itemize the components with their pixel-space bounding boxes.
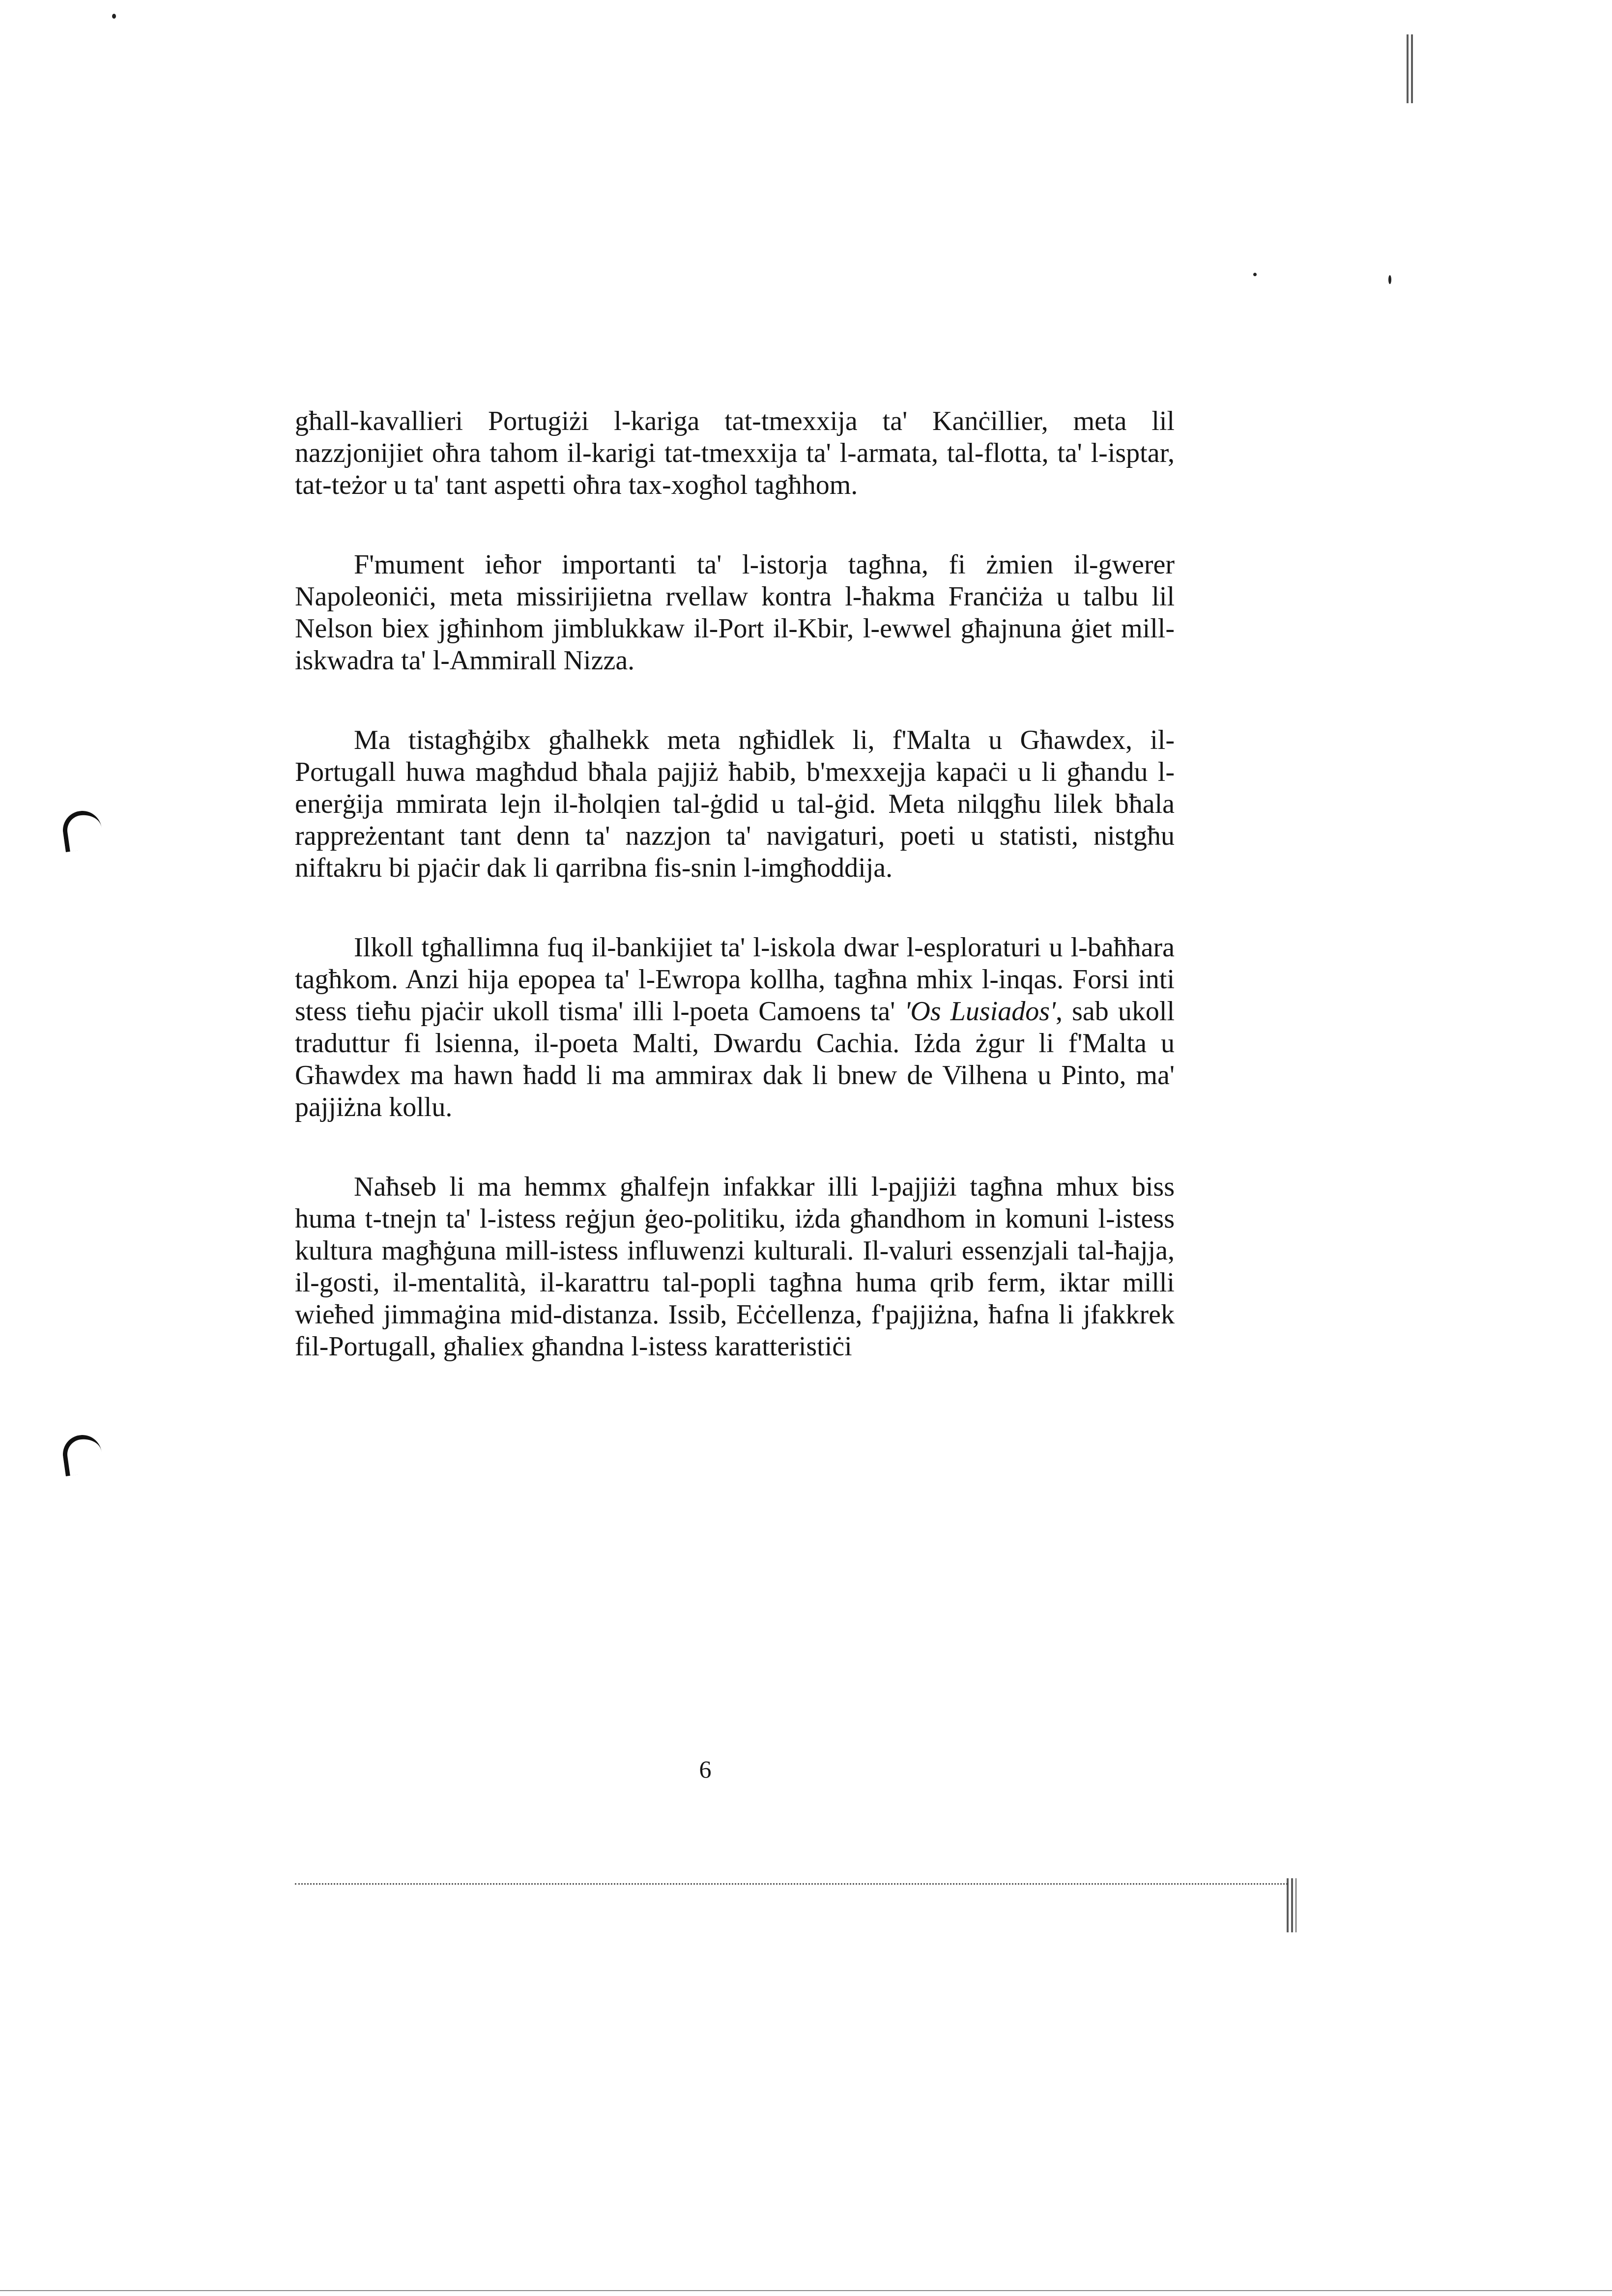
- speck-mark: [1388, 275, 1391, 284]
- page-number: 6: [699, 1755, 712, 1783]
- edge-smudge-bottom-right: [1287, 1878, 1296, 1932]
- binder-hole-mark-upper: [60, 808, 104, 852]
- book-title: 'Os Lusiados': [904, 996, 1056, 1027]
- document-body: [295, 405, 1175, 1410]
- paragraph-4-text-before: Ilkoll tgħallimna fuq il-bankijiet ta' l-iskola dwar l-esploraturi u l-baħħara tagħkom. Anzi hija epopea ta' l-Ewropa kollha, tagħna mhix l-inqas. Forsi inti stess tieħu pjaċir ukoll tisma' illi l-poeta Camoens ta': [295, 932, 1175, 1027]
- paragraph-4-text-after: , sab ukoll traduttur fi lsienna, il-poeta Malti, Dwardu Cachia. Iżda żgur li f'Malta u Għawdex ma hawn ħadd li ma ammirax dak li bnew de Vilhena u Pinto, ma' pajjiżna kollu.: [295, 996, 1175, 1122]
- paragraph-5: Naħseb li ma hemmx għalfejn infakkar illi l-pajjiżi tagħna mhux biss huma t-tnejn ta' l-istess reġjun ġeo-politiku, iżda għandhom in komuni l-istess kultura magħġuna mill-istess influwenzi kulturali. Il-valuri essenzjali tal-ħajja, il-gosti, il-mentalità, il-karattru tal-popli tagħna huma qrib ferm, iktar milli wieħed jimmaġina mid-distanza. Issib, Eċċellenza, f'pajjiżna, ħafna li jfakkrek fil-Portugall, għaliex għandna l-istess karatteristiċi: [295, 1172, 1175, 1362]
- paragraph-4: [295, 932, 1175, 1123]
- paragraph-1: għall-kavallieri Portugiżi l-kariga tat-tmexxija ta' Kanċillier, meta lil nazzjonijiet oħra tahom il-karigi tat-tmexxija ta' l-armata, tal-flotta, ta' l-isptar, tat-teżor u ta' tant aspetti oħra tax-xogħol tagħhom.: [295, 406, 1175, 500]
- speck-mark: [112, 14, 116, 19]
- binder-hole-mark-lower: [60, 1433, 104, 1476]
- paragraph-2: F'mument ieħor importanti ta' l-istorja tagħna, fi żmien il-gwerer Napoleoniċi, meta missirijietna rvellaw kontra l-ħakma Franċiża u talbu lil Nelson biex jgħinhom jimblukkaw il-Port il-Kbir, l-ewwel għajnuna ġiet mill-iskwadra ta' l-Ammirall Nizza.: [295, 549, 1175, 676]
- scan-noise-line: [295, 1883, 1288, 1885]
- edge-smudge-top-right: [1407, 34, 1413, 103]
- page-bottom-edge: [0, 2290, 1612, 2291]
- speck-mark: [1253, 273, 1257, 276]
- paragraph-3: Ma tistagħġibx għalhekk meta ngħidlek li, f'Malta u Għawdex, il-Portugall huwa magħdud bħala pajjiż ħabib, b'mexxejja kapaċi u li għandu l-enerġija mmirata lejn il-ħolqien tal-ġdid u tal-ġid. Meta nilqgħu lilek bħala rappreżentant tant denn ta' nazzjon ta' navigaturi, poeti u statisti, nistgħu niftakru bi pjaċir dak li qarribna fis-snin l-imgħoddija.: [295, 725, 1175, 883]
